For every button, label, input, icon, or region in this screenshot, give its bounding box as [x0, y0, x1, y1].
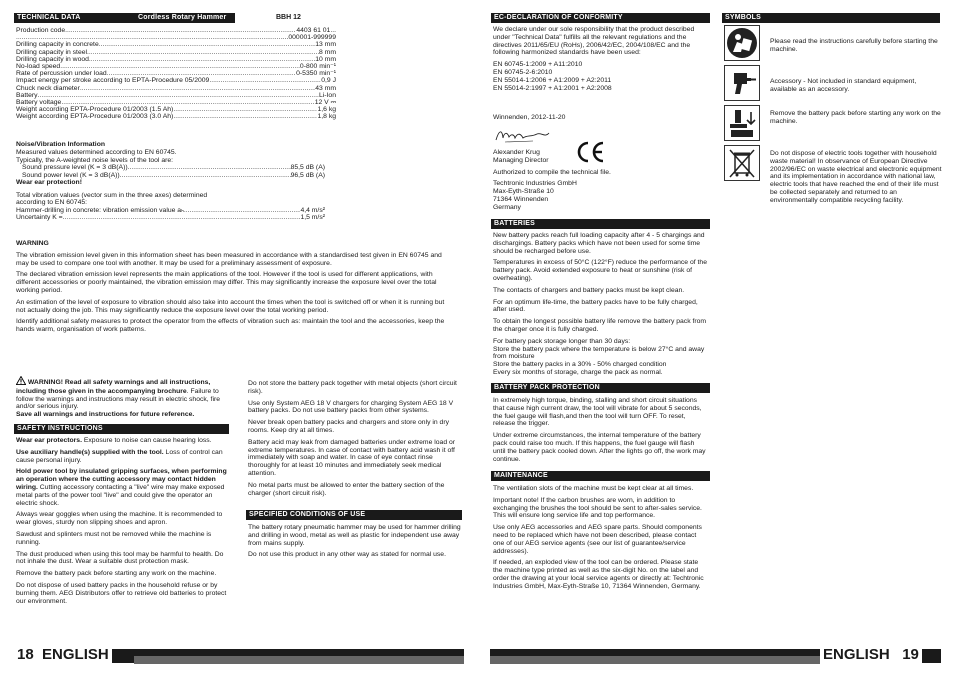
ec-standard: EN 60745-2-6:2010 [493, 68, 553, 76]
safety-item-text: Always wear goggles when using the machine. It is recommended to wear gloves, sturdy non slipping shoes and apron. [16, 511, 223, 527]
tech-data-row-leader [173, 113, 317, 120]
battery-note: Never break open battery packs and chargers and store only in dry rooms. Keep dry at all times. [248, 419, 449, 434]
ec-declaration-text [493, 26, 707, 122]
maintenance-header: MAINTENANCE [491, 471, 710, 481]
tech-data-row-label: Battery [16, 91, 38, 99]
safety-warning-save: Save all warnings and instructions for future reference. [16, 411, 195, 419]
noise-title: Noise/Vibration Information [16, 141, 105, 148]
tech-data-row-label: Weight according EPTA-Procedure 01/2003 (1.5 Ah) [16, 106, 174, 114]
safety-item [16, 570, 230, 578]
safety-item-bold: Wear ear protectors. [16, 437, 82, 444]
ear-protection-note: Wear ear protection! [16, 178, 82, 186]
tech-data-row-leader [65, 27, 296, 34]
tech-data-row-leader [38, 92, 319, 99]
remove-battery-icon [724, 105, 760, 141]
safety-item [16, 449, 230, 465]
batteries-header: BATTERIES [491, 219, 710, 229]
noise-row-label: Sound power level (K = 3 dB(A)) [22, 171, 120, 179]
vibration-intro-1: Total vibration values (vector sum in the three axes) determined [16, 191, 208, 199]
warning-triangle-icon [16, 376, 26, 388]
safety-item [16, 511, 230, 527]
noise-row-value: 96,5 dB (A) [290, 171, 325, 179]
page-language: ENGLISH [823, 646, 890, 663]
signer-name: Alexander Krug [493, 149, 540, 156]
technical-data-header [14, 13, 235, 23]
safety-warning-intro [16, 376, 230, 419]
maintenance-paragraph: If needed, an exploded view of the tool can be ordered. Please state the machine type printed as well as the six-digit No. on the label and order the drawing at your local service agents or directly at: Techtronic Industries GmbH, Max-Eyth-Straße 10, 71364 Winnenden, Germany. [493, 559, 704, 590]
symbol-text: Accessory - Not included in standard equipment, available as an accessory. [770, 78, 917, 93]
maintenance-text [493, 485, 707, 595]
maintenance-paragraph: Important note! If the carbon brushes are worn, in addition to exchanging the brushes the tool should be sent to after-sales service. This will ensure long service life and top performance. [493, 496, 702, 520]
tech-data-row-leader [16, 34, 283, 41]
technical-data-table [16, 27, 336, 120]
tech-data-row-value: 1,8 kg [317, 113, 336, 121]
right-footer-grey [490, 656, 820, 664]
safety-instructions-list [16, 437, 230, 609]
safety-item-text: Exposure to noise can cause hearing loss. [81, 437, 212, 444]
noise-row-value: 85,5 dB (A) [290, 164, 325, 172]
symbol-text: Remove the battery pack before starting any work on the machine. [770, 110, 941, 125]
safety-warning-rest: . Failure to follow the warnings and instructions may result in electric shock, fire and/or serious injury. [16, 387, 220, 411]
tech-data-row-value: Li-Ion [318, 91, 336, 99]
tech-data-row-value: 0-800 min⁻¹ [299, 62, 336, 70]
page-number: 18 [17, 646, 34, 663]
authorized-note: Authorized to compile the technical file. [493, 168, 611, 176]
accessory-icon [724, 65, 760, 101]
noise-row-leader [120, 172, 291, 179]
tech-data-row-leader [60, 63, 300, 70]
ec-declaration-body: We declare under our sole responsibility that the product described under "Technical Data" fulfills all the relevant regulations and the directives 2011/65/EU (RoHs), 2006/42/EC, 2004/108/EC and the following harmonized standards have been used: [493, 26, 695, 57]
tech-data-row-label: Drilling capacity in steel [16, 48, 88, 56]
vibration-row-value: 1,5 m/s² [300, 214, 325, 222]
tech-data-row-leader [80, 85, 315, 92]
vibration-row [16, 214, 325, 221]
noise-intro-2: Typically, the A-weighted noise levels of the tool are: [16, 156, 174, 164]
ec-place-date: Winnenden, 2012-11-20 [493, 114, 566, 122]
safety-item-text: Remove the battery pack before starting any work on the machine. [16, 570, 217, 578]
tech-data-row-label: Drilling capacity in wood [16, 55, 89, 63]
tech-data-row-leader [173, 106, 317, 113]
vibration-row-label: Uncertainty K = [16, 214, 63, 222]
product-name: Cordless Rotary Hammer [138, 14, 227, 21]
tech-data-row-leader [99, 41, 315, 48]
tech-data-row [16, 106, 336, 113]
tech-data-row-value: 13 mm [315, 41, 336, 49]
read-manual-icon [724, 25, 760, 61]
tech-data-row [16, 41, 336, 48]
tech-data-row [16, 34, 336, 41]
tech-data-row [16, 99, 336, 106]
safety-item [16, 582, 230, 605]
warning-paragraph: Identify additional safety measures to protect the operator from the effects of vibration such as: maintain the tool and the accessories, keep the hands warm, organisation of work patterns. [16, 318, 445, 334]
left-footer-grey [134, 656, 464, 664]
maintenance-paragraph: Use only AEG accessories and AEG spare parts. Should components need to be replaced which have not been described, please contact one of our AEG service agents (see our list of guarantee/service addresses). [493, 524, 702, 555]
tech-data-row [16, 85, 336, 92]
tech-data-row-label: Rate of percussion under load [16, 70, 107, 78]
tech-data-row-label: Production code [16, 27, 66, 34]
batteries-text [493, 232, 707, 381]
signer-title: Managing Director [493, 156, 549, 164]
safety-item-bold: Use auxiliary handle(s) supplied with the tool. [16, 448, 164, 456]
batteries-paragraph: The contacts of chargers and battery packs must be kept clean. [493, 286, 685, 294]
noise-intro-1: Measured values determined according to EN 60745. [16, 148, 177, 156]
address-line: 71364 Winnenden [493, 195, 549, 203]
tech-data-row [16, 27, 336, 34]
page-number: 19 [902, 646, 919, 663]
safety-item [16, 437, 230, 445]
tech-data-row-value: 10 mm [315, 55, 336, 63]
tech-data-row-value: 8 mm [319, 48, 336, 56]
tech-data-row-value: 12 V ⎓ [314, 98, 336, 106]
vibration-row-value: 4,4 m/s² [300, 207, 325, 215]
protection-paragraph: Under extreme circumstances, the internal temperature of the battery pack could raise too much. If this happens, the fuel gauge will flash until the battery pack cooled down. After the lights go off, the work may continue. [493, 432, 706, 463]
batteries-paragraph: To obtain the longest possible battery life remove the battery pack from the charger once it is fully charged. [493, 318, 707, 333]
tech-data-row-label: No-load speed [16, 62, 61, 70]
symbols-header: SYMBOLS [722, 13, 940, 23]
tech-data-row [16, 113, 336, 120]
battery-protection-text [493, 397, 707, 467]
vibration-row-label: Hammer-drilling in concrete: vibration emission value aₕ [16, 207, 184, 215]
tech-data-row [16, 92, 336, 99]
technical-data-title: TECHNICAL DATA [17, 14, 81, 21]
safety-item-text: Sawdust and splinters must not be removed while the machine is running. [16, 530, 212, 546]
safety-item [16, 468, 230, 507]
tech-data-row-value: 43 mm [315, 84, 336, 92]
tech-data-row [16, 77, 336, 84]
battery-note: Battery acid may leak from damaged batteries under extreme load or extreme temperatures. In case of contact with battery acid wash it off immediately with soap and water. In case of eye contact rinse thoroughly for at least 10 minutes and immediately seek medical attention. [248, 438, 456, 477]
specified-paragraph: The battery rotary pneumatic hammer may be used for hammer drilling and drilling in wood, metal as well as plastic for independent use away from mains supply. [248, 524, 461, 547]
page-language: ENGLISH [42, 646, 109, 663]
tech-data-row-value: ...000001-999999 [282, 34, 336, 42]
tech-data-row [16, 63, 336, 70]
tech-data-row-label: Chuck neck diameter [16, 84, 80, 92]
specified-conditions-text [248, 524, 463, 563]
address-line: Techtronic Industries GmbH [493, 180, 577, 188]
battery-note: Do not store the battery pack together with metal objects (short circuit risk). [248, 380, 457, 395]
battery-note: No metal parts must be allowed to enter the battery section of the charger (short circuit risk). [248, 481, 445, 497]
safety-instructions-header: SAFETY INSTRUCTIONS [14, 424, 229, 434]
protection-paragraph: In extremely high torque, binding, stalling and short circuit situations that cause high current draw, the tool will vibrate for about 5 seconds, the fuel gauge will flash,and then the tool will turn OFF. To reset, release the trigger. [493, 397, 702, 428]
batteries-paragraph: For an optimum life-time, the battery packs have to be fully charged, after used. [493, 298, 698, 314]
safety-item-text: Do not dispose of used battery packs in the household refuse or by burning them. AEG Distributors offer to retrieve old batteries to protect our environment. [16, 581, 227, 605]
model-number: BBH 12 [276, 14, 301, 21]
vibration-row-leader [184, 207, 301, 214]
batteries-paragraph: Temperatures in excess of 50°C (122°F) reduce the performance of the battery pack. Avoid extended exposure to heat or sunshine (risk of overheating). [493, 259, 707, 282]
ec-declaration-header: EC-DECLARATION OF CONFORMITY [491, 13, 710, 23]
vibration-row-leader [63, 214, 301, 221]
tech-data-row-label: Drilling capacity in concrete [16, 41, 99, 49]
tech-data-row-label: Battery voltage [16, 98, 62, 106]
tech-data-row-value: 4403 61 01... [296, 27, 336, 34]
tech-data-row [16, 70, 336, 77]
address-line: Germany [493, 203, 521, 211]
maintenance-paragraph: The ventilation slots of the machine must be kept clear at all times. [493, 485, 694, 492]
tech-data-row-label: Impact energy per stroke according to EPTA-Procedure 05/2009 [16, 77, 210, 85]
address-line: Max-Eyth-Straße 10 [493, 188, 554, 196]
left-footer-label [14, 646, 112, 663]
battery-note: Use only System AEG 18 V chargers for charging System AEG 18 V battery packs. Do not use battery packs from other systems. [248, 399, 454, 415]
right-footer-label [820, 646, 922, 663]
safety-item-text: The dust produced when using this tool may be harmful to health. Do not inhale the dust. Wear a suitable dust protection mask. [16, 550, 224, 566]
ec-standard: EN 55014-2:1997 + A1:2001 + A2:2008 [493, 84, 612, 92]
tech-data-row-value: 0,9 J [321, 77, 336, 85]
tech-data-row-leader [89, 56, 315, 63]
batteries-paragraph: New battery packs reach full loading capacity after 4 - 5 chargings and dischargings. Battery packs which have not been used for some time should be recharged before use. [493, 232, 705, 255]
vibration-row [16, 207, 325, 214]
safety-item [16, 531, 230, 547]
specified-paragraph: Do not use this product in any other way as stated for normal use. [248, 551, 446, 559]
safety-item-text: Cutting accessory contacting a "live" wire may make exposed metal parts of the power tool "live" and could give the operator an electric shock. [16, 483, 225, 507]
symbol-text: Do not dispose of electric tools together with household waste material! In observance of European Directive 2002/96/EC on waste electrical and electronic equipment and its implementation in accordance with national law, electric tools that have reached the end of their life must be collected separately and returned to an environmentally compatible recycling facility. [770, 150, 942, 204]
safety-item-text: Loss of control can cause personal injury. [16, 448, 223, 464]
safety-item-bold: Hold power tool by insulated gripping surfaces, when performing an operation where the cutting accessory may contact hidden wiring. [16, 468, 227, 491]
tech-data-row [16, 56, 336, 63]
battery-storage-notes [248, 380, 463, 501]
batteries-paragraph: For battery pack storage longer than 30 days: Store the battery pack where the temperature is below 27°C and away from moisture Store the battery packs in a 30% - 50% charged condition Every six months of storage, charge the pack as normal. [493, 337, 705, 376]
tech-data-row-leader [107, 70, 296, 77]
ec-standard: EN 60745-1:2009 + A11:2010 [493, 61, 583, 69]
tech-data-row-leader [209, 77, 321, 84]
symbol-text: Please read the instructions carefully before starting the machine. [770, 38, 938, 53]
noise-row [22, 164, 325, 171]
battery-protection-header: BATTERY PACK PROTECTION [491, 383, 710, 393]
noise-row-leader [128, 164, 291, 171]
tech-data-row-label: Weight according EPTA-Procedure 01/2003 (3.0 Ah) [16, 113, 174, 121]
weee-bin-icon [724, 145, 760, 181]
noise-row-label: Sound pressure level (K = 3 dB(A)) [22, 164, 128, 172]
vibration-intro-2: according to EN 60745: [16, 199, 88, 207]
warning-paragraph: An estimation of the level of exposure to vibration should also take into account the times when the tool is switched off or when it is running but not actually doing the job. This may significantly reduce the exposure level over the total working period. [16, 298, 445, 314]
tech-data-row-leader [87, 49, 319, 56]
noise-vibration-section [16, 141, 325, 222]
tech-data-row-leader [61, 99, 314, 106]
warning-title: WARNING [16, 240, 49, 247]
safety-item [16, 551, 230, 567]
tech-data-row-value: 1,6 kg [317, 106, 336, 114]
specified-conditions-header: SPECIFIED CONDITIONS OF USE [246, 510, 462, 520]
tech-data-row [16, 49, 336, 56]
safety-warning-bold: WARNING! Read all safety warnings and all instructions, including those given in the accompanying brochure [16, 379, 211, 395]
warning-section [16, 240, 452, 338]
warning-paragraph: The vibration emission level given in this information sheet has been measured in accordance with a standardised test given in EN 60745 and may be used to compare one tool with another. It may be used for a preliminary assessment of exposure. [16, 251, 442, 267]
noise-row [22, 172, 325, 179]
ec-standard: EN 55014-1:2006 + A1:2009 + A2:2011 [493, 76, 612, 84]
tech-data-row-value: 0-5350 min⁻¹ [296, 70, 336, 78]
ec-signer-block [493, 149, 707, 212]
signature-image [493, 126, 553, 146]
warning-paragraph: The declared vibration emission level represents the main applications of the tool. However if the tool is used for different applications, with different accessories or poorly maintained, the vibration emission may differ. This may significantly increase the exposure level over the total working period. [16, 271, 437, 294]
